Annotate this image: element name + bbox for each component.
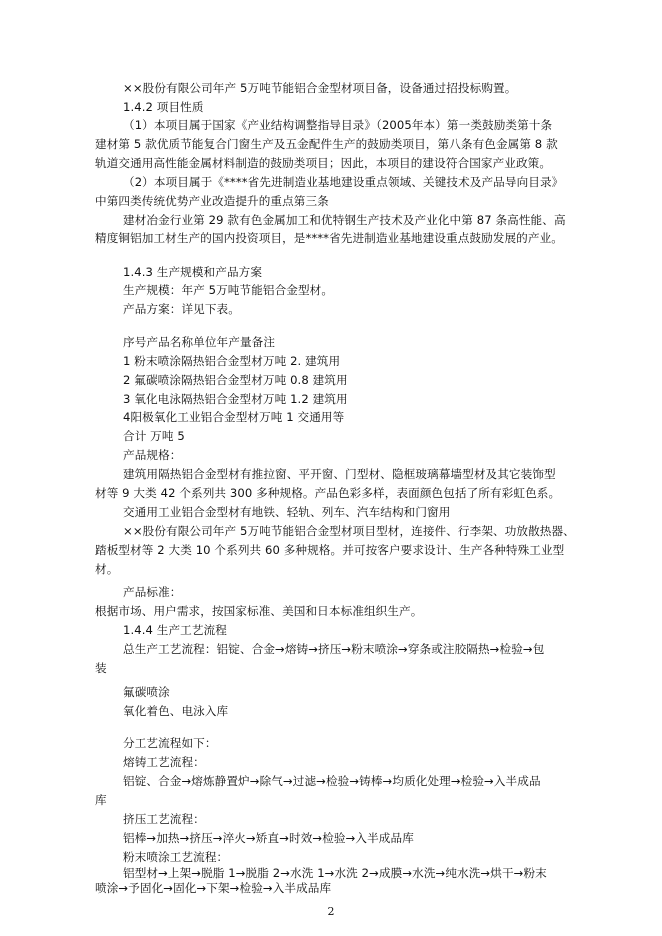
text-line: 氧化着色、电泳入库 xyxy=(123,704,229,718)
text-line: 根据市场、用户需求，按国家标准、美国和日本标准组织生产。 xyxy=(95,604,423,618)
text-line: 装 xyxy=(95,661,107,675)
text-line: 踏板型材等 2 大类 10 个系列共 60 多种规格。并可按客户要求设计、生产各种特殊工业型 xyxy=(95,543,565,557)
text-line: 铝锭、合金→熔炼静置炉→除气→过滤→检验→铸棒→均质化处理→检验→入半成品 xyxy=(123,774,541,788)
text-line: 产品标准： xyxy=(123,585,182,599)
table-total: 合计 万吨 5 xyxy=(123,429,185,443)
page-number: 2 xyxy=(327,905,335,918)
text-line: 粉末喷涂工艺流程： xyxy=(123,850,229,864)
text-line: 材等 9 大类 42 个系列共 300 多种规格。产品色彩多样，表面颜色包括了所有彩虹色系。 xyxy=(95,486,561,500)
table-row: 4阳极氧化工业铝合金型材万吨 1 交通用等 xyxy=(123,410,345,424)
text-line: 建筑用隔热铝合金型材有推拉窗、平开窗、门型材、隐框玻璃幕墙型材及其它装饰型 xyxy=(123,467,556,481)
table-header: 序号产品名称单位年产量备注 xyxy=(123,335,276,349)
text-line: 分工艺流程如下： xyxy=(123,736,217,750)
text-line: 建材冶金行业第 29 款有色金属加工和优特钢生产技术及产业化中第 87 条高性能、高 xyxy=(123,213,566,227)
text-line: 总生产工艺流程：铝锭、合金→熔铸→挤压→粉末喷涂→穿条或注胶隔热→检验→包 xyxy=(123,642,545,656)
text-line: 产品方案：详见下表。 xyxy=(123,302,240,316)
text-line: 铝型材→上架→脱脂 1→脱脂 2→水洗 1→水洗 2→成膜→水洗→纯水洗→烘干→粉末 xyxy=(123,866,547,880)
text-line: 库 xyxy=(95,793,107,807)
text-line: （1）本项目属于国家《产业结构调整指导目录》（2005年本）第一类鼓励类第十条 xyxy=(123,118,553,132)
text-line: 轨道交通用高性能金属材料制造的鼓励类项目；因此，本项目的建设符合国家产业政策。 xyxy=(95,156,552,170)
text-line: 熔铸工艺流程： xyxy=(123,755,205,769)
table-row: 2 氟碳喷涂隔热铝合金型材万吨 0.8 建筑用 xyxy=(123,373,348,387)
text-line: 建材第 5 款优质节能复合门窗生产及五金配件生产的鼓励类项目，第八条有色金属第 8 款 xyxy=(95,137,558,151)
text-line: ××股份有限公司年产 5万吨节能铝合金型材项目型材，连接件、行李架、功放散热器、 xyxy=(123,524,575,538)
text-line: 产品规格： xyxy=(123,448,182,462)
text-line: ××股份有限公司年产 5万吨节能铝合金型材项目备，设备通过招投标购置。 xyxy=(123,81,517,95)
section-heading: 1.4.3 生产规模和产品方案 xyxy=(123,265,263,279)
table-row: 1 粉末喷涂隔热铝合金型材万吨 2. 建筑用 xyxy=(123,354,341,368)
text-line: 生产规模：年产 5万吨节能铝合金型材。 xyxy=(123,283,334,297)
text-line: 铝棒→加热→挤压→淬火→矫直→时效→检验→入半成品库 xyxy=(123,831,414,845)
text-line: 精度铜铝加工材生产的国内投资项目，是****省先进制造业基地建设重点鼓励发展的产业。 xyxy=(95,231,563,245)
table-row: 3 氧化电泳隔热铝合金型材万吨 1.2 建筑用 xyxy=(123,392,348,406)
text-line: 挤压工艺流程： xyxy=(123,812,205,826)
text-line: （2）本项目属于《****省先进制造业基地建设重点领域、关键技术及产品导向目录》 xyxy=(123,175,564,189)
section-heading: 1.4.4 生产工艺流程 xyxy=(123,623,227,637)
text-line: 氟碳喷涂 xyxy=(123,685,170,699)
section-heading: 1.4.2 项目性质 xyxy=(123,100,204,114)
text-line: 材。 xyxy=(95,562,119,576)
text-line: 喷涂→予固化→固化→下架→检验→入半成品库 xyxy=(95,881,332,895)
text-line: 交通用工业铝合金型材有地铁、轻轨、列车、汽车结构和门窗用 xyxy=(123,505,451,519)
text-line: 中第四类传统优势产业改造提升的重点第三条 xyxy=(95,194,329,208)
